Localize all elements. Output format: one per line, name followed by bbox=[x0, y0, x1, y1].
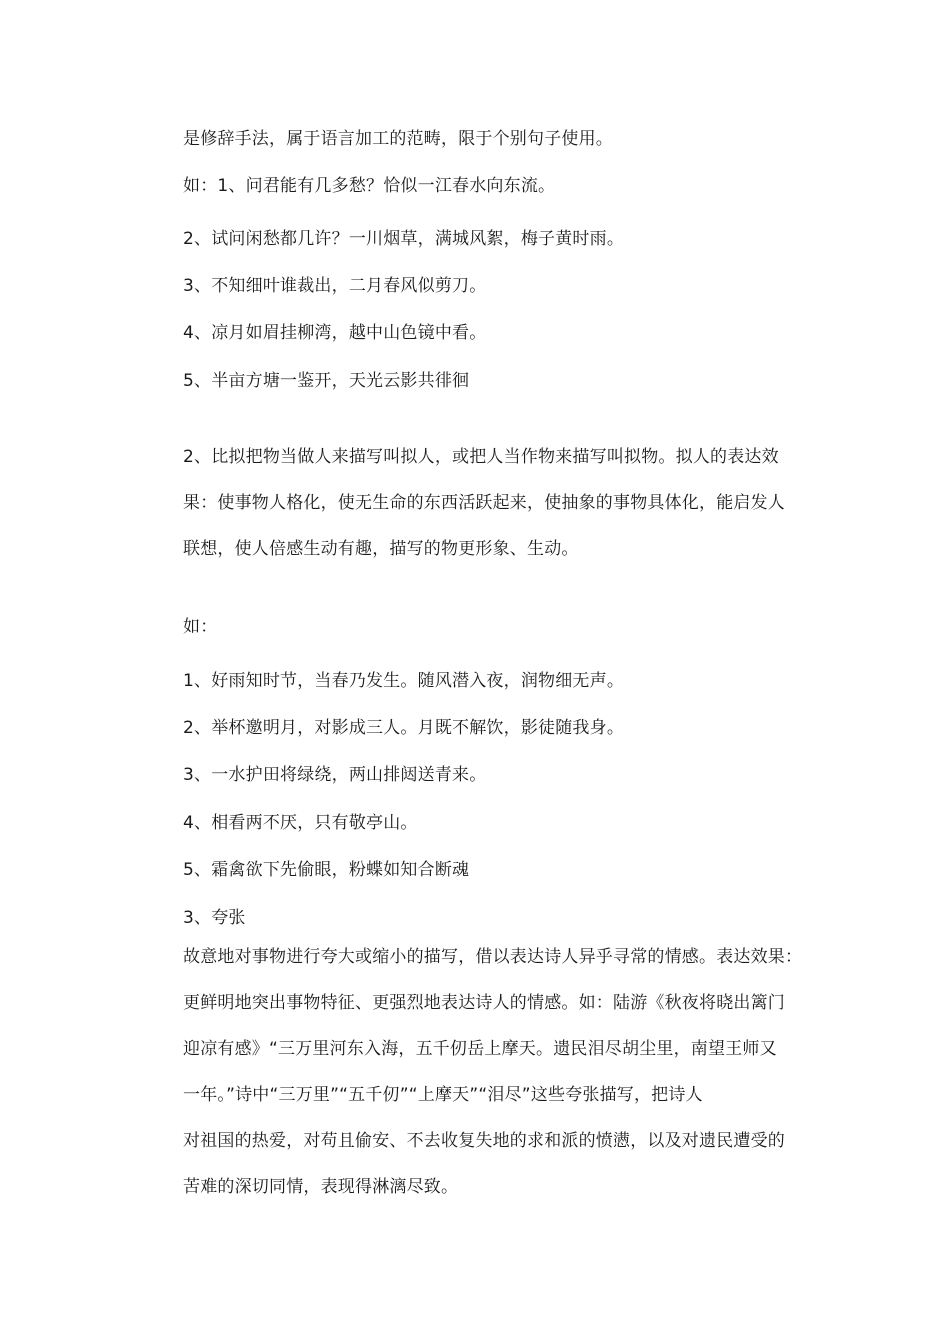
hyperbole-paragraph-line-2: 更鲜明地突出事物特征、更强烈地表达诗人的情感。如：陆游《秋夜将晓出篱门 bbox=[183, 993, 785, 1013]
personification-paragraph-line-3: 联想，使人倍感生动有趣，描写的物更形象、生动。 bbox=[183, 539, 579, 559]
metaphor-example-2: 2、试问闲愁都几许？一川烟草，满城风絮，梅子黄时雨。 bbox=[183, 229, 625, 249]
personification-example-4: 4、相看两不厌，只有敬亭山。 bbox=[183, 813, 418, 833]
metaphor-example-4: 4、凉月如眉挂柳湾，越中山色镜中看。 bbox=[183, 323, 487, 343]
hyperbole-heading: 3、夸张 bbox=[183, 908, 246, 928]
personification-example-3: 3、一水护田将绿绕，两山排闼送青来。 bbox=[183, 765, 487, 785]
metaphor-example-5: 5、半亩方塘一鉴开，天光云影共徘徊 bbox=[183, 371, 470, 391]
metaphor-example-3: 3、不知细叶谁裁出，二月春风似剪刀。 bbox=[183, 276, 487, 296]
hyperbole-paragraph-line-3: 迎凉有感》“三万里河东入海，五千仞岳上摩天。遗民泪尽胡尘里，南望王师又 bbox=[183, 1039, 777, 1059]
hyperbole-paragraph-line-6: 苦难的深切同情，表现得淋漓尽致。 bbox=[183, 1177, 459, 1197]
hyperbole-paragraph-line-1: 故意地对事物进行夸大或缩小的描写，借以表达诗人异乎寻常的情感。表达效果： bbox=[183, 947, 803, 967]
hyperbole-paragraph-line-5: 对祖国的热爱，对苟且偷安、不去收复失地的求和派的愤懑，以及对遗民遭受的 bbox=[183, 1131, 785, 1151]
metaphor-example-1: 如：1、问君能有几多愁？恰似一江春水向东流。 bbox=[183, 176, 556, 196]
personification-example-5: 5、霜禽欲下先偷眼，粉蝶如知合断魂 bbox=[183, 860, 470, 880]
personification-example-2: 2、举杯邀明月，对影成三人。月既不解饮，影徒随我身。 bbox=[183, 718, 625, 738]
hyperbole-paragraph-line-4: 一年。”诗中“三万里”“五千仞”“上摩天”“泪尽”这些夸张描写，把诗人 bbox=[183, 1085, 703, 1105]
personification-paragraph-line-1: 2、比拟把物当做人来描写叫拟人，或把人当作物来描写叫拟物。拟人的表达效 bbox=[183, 447, 779, 467]
personification-example-1: 1、好雨知时节，当春乃发生。随风潜入夜，润物细无声。 bbox=[183, 671, 625, 691]
personification-paragraph-line-2: 果：使事物人格化，使无生命的东西活跃起来，使抽象的事物具体化，能启发人 bbox=[183, 493, 785, 513]
intro-line: 是修辞手法，属于语言加工的范畴，限于个别句子使用。 bbox=[183, 129, 613, 149]
examples-intro: 如： bbox=[183, 617, 218, 637]
